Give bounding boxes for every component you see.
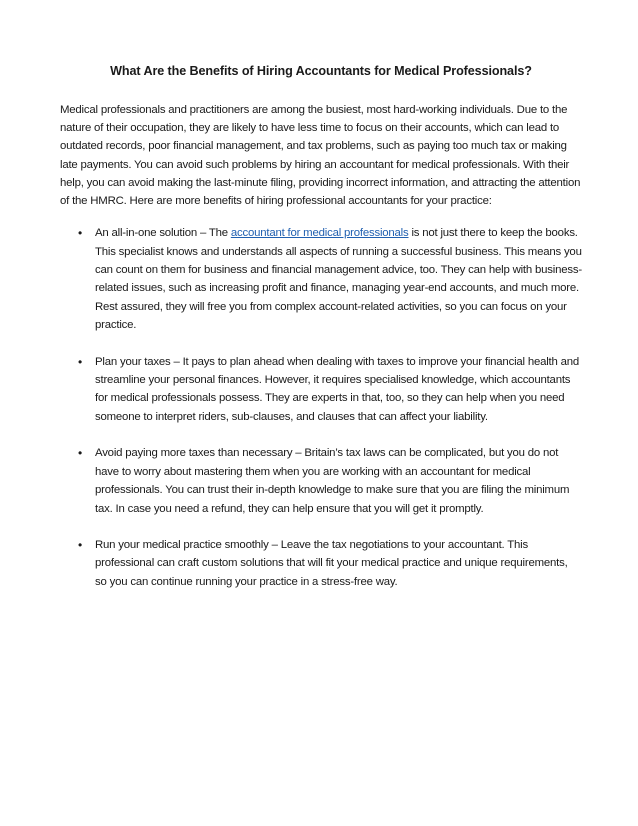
list-item — [60, 224, 582, 334]
bullet-icon: • — [78, 446, 83, 461]
list-item — [60, 536, 582, 591]
list-item — [60, 353, 582, 427]
bullet-icon: • — [78, 537, 83, 552]
list-item-text-after: is not just there to keep the books. This specialist knows and understands all aspects of running a successful business. This means you can count on them for business and financial management advice, too. They can help with business-related issues, such as increasing profit and finance, managing year-end accounts, and much more. Rest assured, they will free you from complex account-related activities, so you can focus on your practice. — [95, 227, 582, 332]
benefits-list — [60, 224, 582, 591]
list-item-text: Avoid paying more taxes than necessary – Britain’s tax laws can be complicated, but you do not have to worry about mastering them when you are working with an accountant for medical professionals. You can trust their in-depth knowledge to make sure that you are filing the minimum tax. In case you need a refund, they can help ensure that you will get it promptly. — [95, 447, 570, 515]
list-item-text-before: An all-in-one solution – The — [95, 227, 231, 240]
document-title: What Are the Benefits of Hiring Accountants for Medical Professionals? — [110, 64, 532, 78]
list-item-text: Run your medical practice smoothly – Leave the tax negotiations to your accountant. This professional can craft custom solutions that will fit your medical practice and unique requirements, so you can continue running your practice in a stress-free way. — [95, 538, 568, 588]
bullet-icon: • — [78, 226, 83, 241]
list-item — [60, 444, 582, 518]
intro-paragraph: Medical professionals and practitioners are among the busiest, most hard-working individuals. Due to the nature of their occupation, they are likely to have less time to focus on their accounts, which can lead to outdated records, poor financial management, and tax problems, such as paying too much tax or making late payments. You can avoid such problems by hiring an accountant for medical professionals. With their help, you can avoid making the last-minute filing, providing incorrect information, and attracting the attention of the HMRC. Here are more benefits of hiring professional accountants for your practice: — [60, 104, 581, 208]
list-item-text: Plan your taxes – It pays to plan ahead when dealing with taxes to improve your financial health and streamline your personal finances. However, it requires specialised knowledge, which accountants for medical professionals possess. They are experts in that, too, so they can help when you need someone to interpret riders, sub-clauses, and clauses that can affect your liability. — [95, 355, 580, 423]
accountant-link[interactable]: accountant for medical professionals — [230, 227, 409, 240]
bullet-icon: • — [78, 354, 83, 369]
